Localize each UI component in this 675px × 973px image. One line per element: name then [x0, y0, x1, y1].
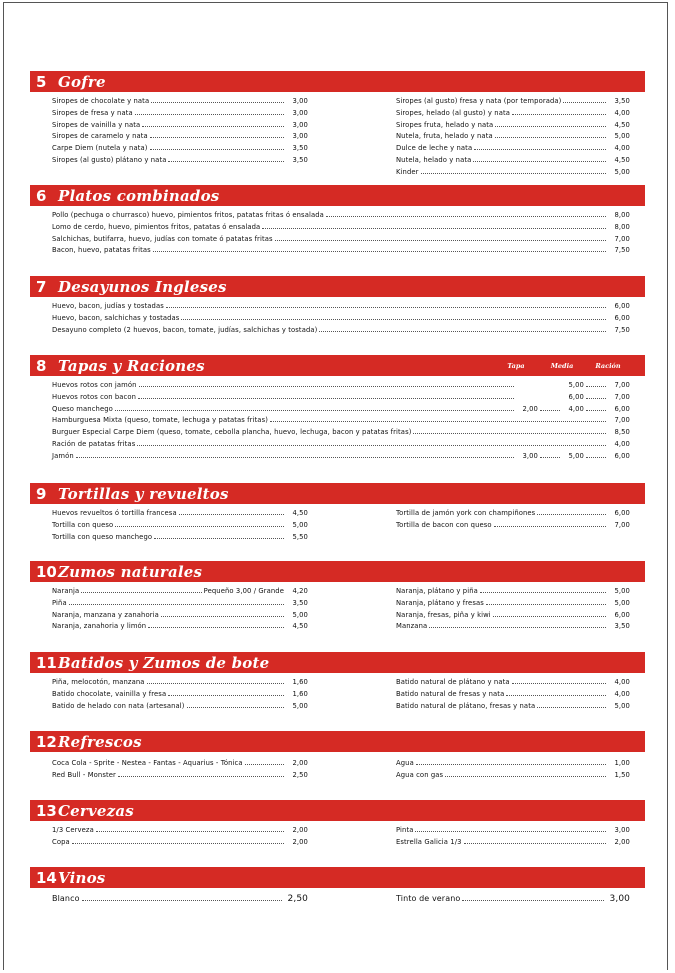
section-items [30, 206, 645, 266]
menu-item: Pinta 3,00 [396, 826, 630, 834]
menu-item: Siropes, helado (al gusto) y nata 4,00 [396, 108, 630, 117]
menu-item: Siropes de chocolate y nata 3,00 [52, 97, 308, 105]
section-refrescos [30, 731, 645, 792]
full-column [52, 381, 630, 464]
menu-item: Coca Cola - Sprite - Nestea - Fantas - Aquarius - Tónica 2,00 [52, 759, 308, 767]
menu-item: Copa 2,00 [52, 837, 308, 846]
header-media: Media [550, 361, 574, 370]
right-column [396, 97, 630, 180]
menu-item: Ración de patatas fritas 4,00 [52, 439, 630, 448]
menu-item: Tortilla con queso 5,00 [52, 520, 308, 529]
menu-item: Siropes (al gusto) plátano y nata 3,50 [52, 155, 308, 164]
section-vinos [30, 867, 645, 918]
section-title: Tortillas y revueltos [58, 484, 229, 503]
menu-item: Carpe Diem (nutela y nata) 3,50 [52, 144, 308, 153]
full-column [52, 211, 630, 258]
menu-item: Naranja, zanahoria y limón 4,50 [52, 622, 308, 631]
menu-item: Manzana 3,50 [396, 622, 630, 631]
menu-item: Agua con gas 1,50 [396, 770, 630, 779]
section-header [30, 355, 645, 376]
menu-item: Huevos revueltos ó tortilla francesa 4,50 [52, 509, 308, 517]
section-number: 7 [36, 277, 47, 296]
section-items [30, 92, 645, 178]
menu-item: Salchichas, butifarra, huevo, judías con tomate ó patatas fritas 7,00 [52, 234, 630, 243]
menu-item: Piña, melocotón, manzana 1,60 [52, 678, 308, 686]
section-header [30, 185, 645, 206]
section-title: Batidos y Zumos de bote [58, 653, 270, 672]
portion-headers [493, 362, 645, 370]
menu-item: Batido chocolate, vainilla y fresa 1,60 [52, 689, 308, 698]
menu-item: Siropes de fresa y nata 3,00 [52, 108, 308, 117]
menu-item: Nutela, helado y nata 4,50 [396, 155, 630, 164]
section-number: 14 [36, 868, 57, 887]
section-title: Zumos naturales [58, 562, 203, 581]
menu-item: Bacon, huevo, patatas fritas 7,50 [52, 246, 630, 255]
section-platos-combinados [30, 185, 645, 266]
menu-item: Hamburguesa Mixta (queso, tomate, lechuga y patatas fritas) 7,00 [52, 416, 630, 425]
section-number: 5 [36, 72, 47, 91]
section-tapas-raciones [30, 355, 645, 480]
menu-item: Siropes fruta, helado y nata 4,50 [396, 120, 630, 129]
left-column [52, 678, 308, 713]
section-title: Platos combinados [58, 186, 220, 205]
menu-item: Tortilla de jamón york con champiñones 6,00 [396, 509, 630, 517]
section-header [30, 867, 645, 888]
menu-item: Batido natural de plátano, fresas y nata 5,00 [396, 701, 630, 710]
menu-item: Naranja Pequeño 3,00 / Grande 4,20 [52, 587, 308, 595]
section-title: Refrescos [58, 732, 142, 751]
section-header [30, 276, 645, 297]
menu-item: Huevos rotos con bacon 6,00 7,00 [52, 392, 630, 401]
section-gofre [30, 71, 645, 178]
section-number: 13 [36, 801, 57, 820]
menu-item: Batido natural de plátano y nata 4,00 [396, 678, 630, 686]
section-title: Tapas y Raciones [58, 356, 205, 375]
section-number: 9 [36, 484, 47, 503]
right-column [396, 587, 630, 634]
header-racion: Ración [595, 361, 621, 370]
section-tortillas-revueltos [30, 483, 645, 554]
section-number: 6 [36, 186, 47, 205]
section-batidos-zumos-bote [30, 652, 645, 723]
section-number: 12 [36, 732, 57, 751]
right-column [396, 678, 630, 713]
section-header [30, 561, 645, 582]
section-desayunos-ingleses [30, 276, 645, 345]
menu-item: Estrella Galicia 1/3 2,00 [396, 837, 630, 846]
left-column [52, 509, 308, 544]
left-column [52, 587, 308, 634]
full-column [52, 302, 630, 337]
menu-item: Tortilla de bacon con queso 7,00 [396, 520, 630, 529]
section-items [30, 376, 645, 480]
menu-item: Kinder 5,00 [396, 167, 630, 176]
right-column [396, 894, 630, 907]
right-column [396, 826, 630, 850]
menu-item: Burguer Especial Carpe Diem (queso, tomate, cebolla plancha, huevo, lechuga, bacon y patatas fritas) 8,50 [52, 428, 630, 437]
section-number: 8 [36, 356, 47, 375]
menu-item: Nutela, fruta, helado y nata 5,00 [396, 132, 630, 141]
menu-item: Huevo, bacon, judías y tostadas 6,00 [52, 302, 630, 310]
section-items [30, 673, 645, 723]
menu-item: Dulce de leche y nata 4,00 [396, 144, 630, 153]
section-header [30, 731, 645, 752]
menu-item: Piña 3,50 [52, 598, 308, 607]
menu-item: Siropes de caramelo y nata 3,00 [52, 132, 308, 141]
left-column [52, 894, 308, 907]
menu-item: Jamón 3,00 5,00 6,00 [52, 451, 630, 460]
section-title: Vinos [58, 868, 106, 887]
menu-item: Huevos rotos con jamón 5,00 7,00 [52, 381, 630, 389]
left-column [52, 826, 308, 850]
section-header [30, 483, 645, 504]
menu-item: Lomo de cerdo, huevo, pimientos fritos, patatas ó ensalada 8,00 [52, 222, 630, 231]
menu-item: Huevo, bacon, salchichas y tostadas 6,00 [52, 313, 630, 322]
menu-item: Siropes (al gusto) fresa y nata (por temporada) 3,50 [396, 97, 630, 105]
header-tapa: Tapa [507, 361, 525, 370]
menu-item: Batido de helado con nata (artesanal) 5,00 [52, 701, 308, 710]
section-title: Desayunos Ingleses [58, 277, 227, 296]
section-number: 10 [36, 562, 57, 581]
menu-item: Batido natural de fresas y nata 4,00 [396, 689, 630, 698]
menu-item: Tortilla con queso manchego 5,50 [52, 532, 308, 541]
right-column [396, 509, 630, 533]
menu-item: Tinto de verano 3,00 [396, 894, 630, 904]
section-items [30, 888, 645, 918]
menu-item: Queso manchego 2,00 4,00 6,00 [52, 404, 630, 413]
section-header [30, 652, 645, 673]
menu-item: Agua 1,00 [396, 759, 630, 767]
section-title: Gofre [58, 72, 106, 91]
section-items [30, 821, 645, 861]
menu-item: Naranja, plátano y piña 5,00 [396, 587, 630, 595]
left-column [52, 97, 308, 168]
section-cervezas [30, 800, 645, 861]
menu-item: 1/3 Cerveza 2,00 [52, 826, 308, 834]
section-header [30, 800, 645, 821]
menu-item: Naranja, plátano y fresas 5,00 [396, 598, 630, 607]
section-items [30, 752, 645, 792]
size-note: Pequeño 3,00 / Grande [203, 587, 284, 595]
right-column [396, 759, 630, 783]
section-header [30, 71, 645, 92]
section-number: 11 [36, 653, 57, 672]
menu-item: Naranja, fresas, piña y kiwi 6,00 [396, 610, 630, 619]
menu-item: Siropes de vainilla y nata 3,00 [52, 120, 308, 129]
left-column [52, 759, 308, 783]
menu-item: Blanco 2,50 [52, 894, 308, 904]
section-items [30, 297, 645, 345]
menu-item: Red Bull - Monster 2,50 [52, 770, 308, 779]
section-zumos-naturales [30, 561, 645, 642]
section-items [30, 582, 645, 642]
menu-item: Pollo (pechuga o churrasco) huevo, pimientos fritos, patatas fritas ó ensalada 8,00 [52, 211, 630, 219]
menu-item: Desayuno completo (2 huevos, bacon, tomate, judías, salchichas y tostada) 7,50 [52, 325, 630, 334]
section-title: Cervezas [58, 801, 134, 820]
menu-item: Naranja, manzana y zanahoria 5,00 [52, 610, 308, 619]
section-items [30, 504, 645, 554]
